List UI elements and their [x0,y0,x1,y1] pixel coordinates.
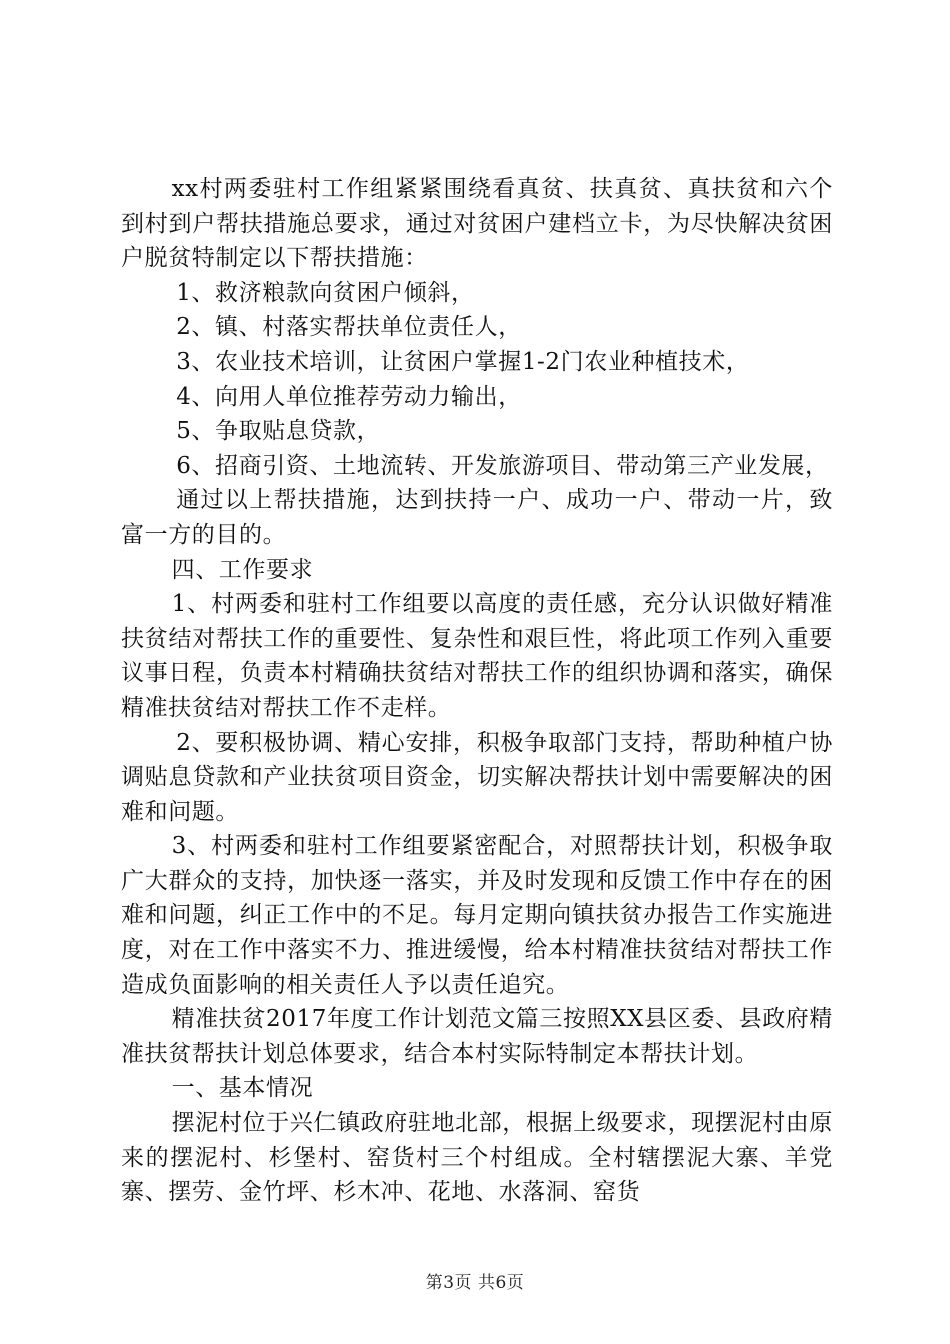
requirement-item-1: 1、村两委和驻村工作组要以高度的责任感，充分认识做好精准扶贫结对帮扶工作的重要性、复杂性和艰巨性，将此项工作列入重要议事日程，负责本村精确扶贫结对帮扶工作的组织协调和落实，确保精准扶贫结对帮扶工作不走样。 [121,591,833,721]
measure-item-3: 3、农业技术培训，让贫困户掌握1-2门农业种植技术， [176,348,750,375]
village-description-paragraph: 摆泥村位于兴仁镇政府驻地北部，根据上级要求，现摆泥村由原来的摆泥村、杉堡村、窑货村三个村组成。全村辖摆泥大寨、羊党寨、摆劳、金竹坪、杉木冲、花地、水落洞、窑货 [121,1110,833,1206]
measure-item-2: 2、镇、村落实帮扶单位责任人， [176,314,522,341]
document-body [121,172,833,1210]
requirement-item-2: 2、要积极协调、精心安排，积极争取部门支持，帮助种植户协调贴息贷款和产业扶贫项目资金，切实解决帮扶计划中需要解决的困难和问题。 [121,729,833,825]
requirement-item-3: 3、村两委和驻村工作组要紧密配合，对照帮扶计划，积极争取广大群众的支持，加快逐一落实，并及时发现和反馈工作中存在的困难和问题，纠正工作中的不足。每月定期向镇扶贫办报告工作实施进度，对在工作中落实不力、推进缓慢，给本村精准扶贫结对帮扶工作造成负面影响的相关责任人予以责任追究。 [121,833,833,998]
page-number-footer: 第3页 共6页 [425,1273,525,1293]
plan-intro-paragraph: 精准扶贫2017年度工作计划范文篇三按照XX县区委、县政府精准扶贫帮扶计划总体要求，结合本村实际特制定本帮扶计划。 [121,1006,833,1067]
measure-item-5: 5、争取贴息贷款， [176,418,381,445]
section-heading-work-requirements: 四、工作要求 [171,556,314,583]
measure-item-1: 1、救济粮款向贫困户倾斜， [176,279,475,306]
section-heading-basic-situation: 一、基本情况 [171,1075,314,1102]
intro-paragraph: xx村两委驻村工作组紧紧围绕看真贫、扶真贫、真扶贫和六个到村到户帮扶措施总要求，通过对贫困户建档立卡，为尽快解决贫困户脱贫特制定以下帮扶措施： [121,176,833,272]
measures-summary-paragraph: 通过以上帮扶措施，达到扶持一户、成功一户、带动一片，致富一方的目的。 [121,487,833,548]
measure-item-6: 6、招商引资、土地流转、开发旅游项目、带动第三产业发展， [176,452,829,479]
measure-item-4: 4、向用人单位推荐劳动力输出， [176,383,522,410]
